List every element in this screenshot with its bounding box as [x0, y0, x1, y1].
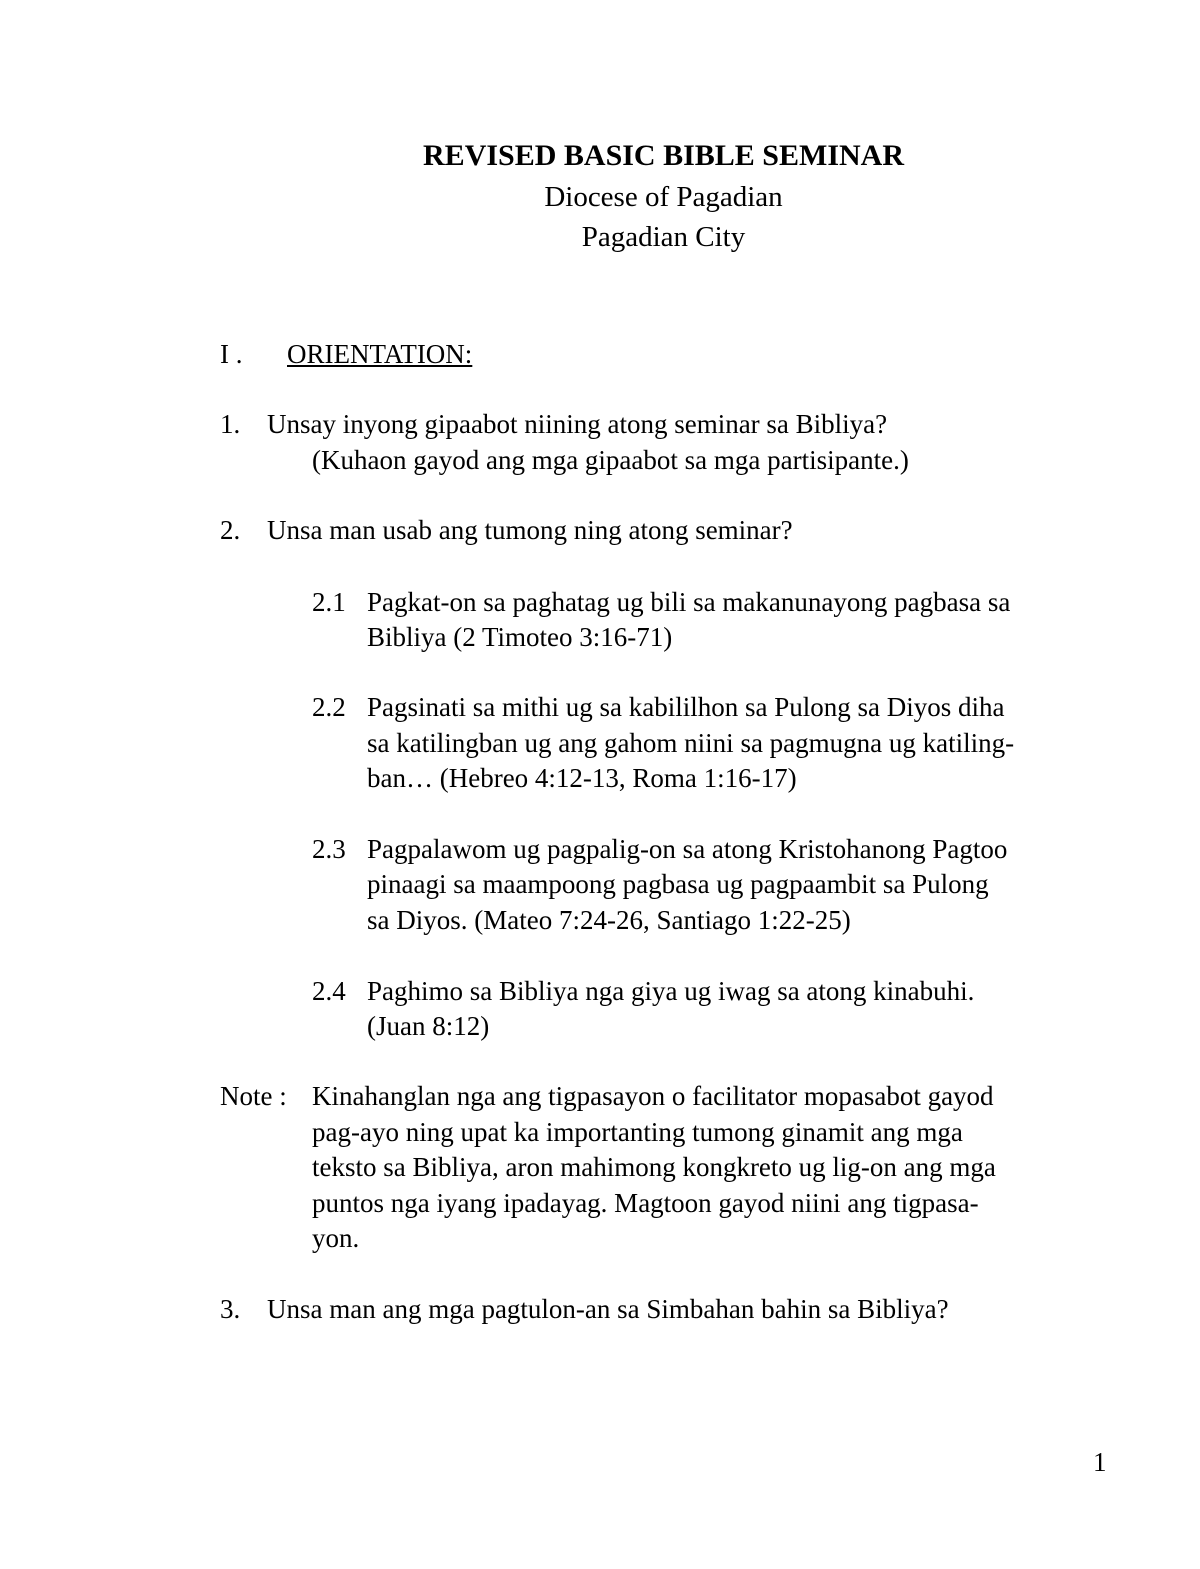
subitem-2-4-line-2: (Juan 8:12) — [367, 1011, 490, 1041]
subitem-2-3-line-1: Pagpalawom ug pagpalig-on sa atong Kristohanong Pagtoo — [367, 834, 1008, 864]
subitem-2-4-number: 2.4 — [312, 976, 346, 1006]
subitem-2-2-line-1: Pagsinati sa mithi ug sa kabililhon sa Pulong sa Diyos diha — [367, 692, 1005, 722]
subitem-2-1-line-2: Bibliya (2 Timoteo 3:16-71) — [367, 622, 673, 652]
item-2-number: 2. — [220, 515, 241, 545]
item-1-line-1: Unsay inyong gipaabot niining atong seminar sa Bibliya? — [267, 409, 888, 439]
subitem-2-2-number: 2.2 — [312, 692, 346, 722]
item-1-number: 1. — [220, 409, 241, 439]
document-location: Pagadian City — [581, 221, 746, 253]
subitem-2-1-number: 2.1 — [312, 587, 346, 617]
page-number: 1 — [1093, 1447, 1107, 1477]
subitem-2-3-number: 2.3 — [312, 834, 346, 864]
section-numeral: I . — [220, 339, 243, 369]
item-3-text: Unsa man ang mga pagtulon-an sa Simbahan bahin sa Bibliya? — [267, 1294, 949, 1324]
item-3-number: 3. — [220, 1294, 241, 1324]
document-subtitle: Diocese of Pagadian — [544, 181, 783, 213]
subitem-2-2-line-2: sa katilingban ug ang gahom niini sa pagmugna ug katiling- — [367, 728, 1015, 758]
subitem-2-2-line-3: ban… (Hebreo 4:12-13, Roma 1:16-17) — [367, 763, 797, 793]
note-line-2: pag-ayo ning upat ka importanting tumong ginamit ang mga — [312, 1117, 963, 1147]
note-line-3: teksto sa Bibliya, aron mahimong kongkreto ug lig-on ang mga — [312, 1152, 996, 1182]
subitem-2-3-line-2: pinaagi sa maampoong pagbasa ug pagpaambit sa Pulong — [367, 869, 989, 899]
item-2-line-1: Unsa man usab ang tumong ning atong seminar? — [267, 515, 793, 545]
document-title: REVISED BASIC BIBLE SEMINAR — [423, 139, 904, 172]
subitem-2-1-line-1: Pagkat-on sa paghatag ug bili sa makanunayong pagbasa sa — [367, 587, 1011, 617]
subitem-2-4-line-1: Paghimo sa Bibliya nga giya ug iwag sa atong kinabuhi. — [367, 976, 975, 1006]
note-line-4: puntos nga iyang ipadayag. Magtoon gayod niini ang tigpasa- — [312, 1188, 979, 1218]
item-1-line-2: (Kuhaon gayod ang mga gipaabot sa mga partisipante.) — [312, 445, 909, 475]
note-line-1: Kinahanglan nga ang tigpasayon o facilitator mopasabot gayod — [312, 1081, 994, 1111]
section-heading: ORIENTATION: — [287, 339, 473, 369]
note-line-5: yon. — [312, 1223, 360, 1253]
subitem-2-3-line-3: sa Diyos. (Mateo 7:24-26, Santiago 1:22-25) — [367, 905, 851, 935]
note-label: Note : — [220, 1081, 287, 1111]
